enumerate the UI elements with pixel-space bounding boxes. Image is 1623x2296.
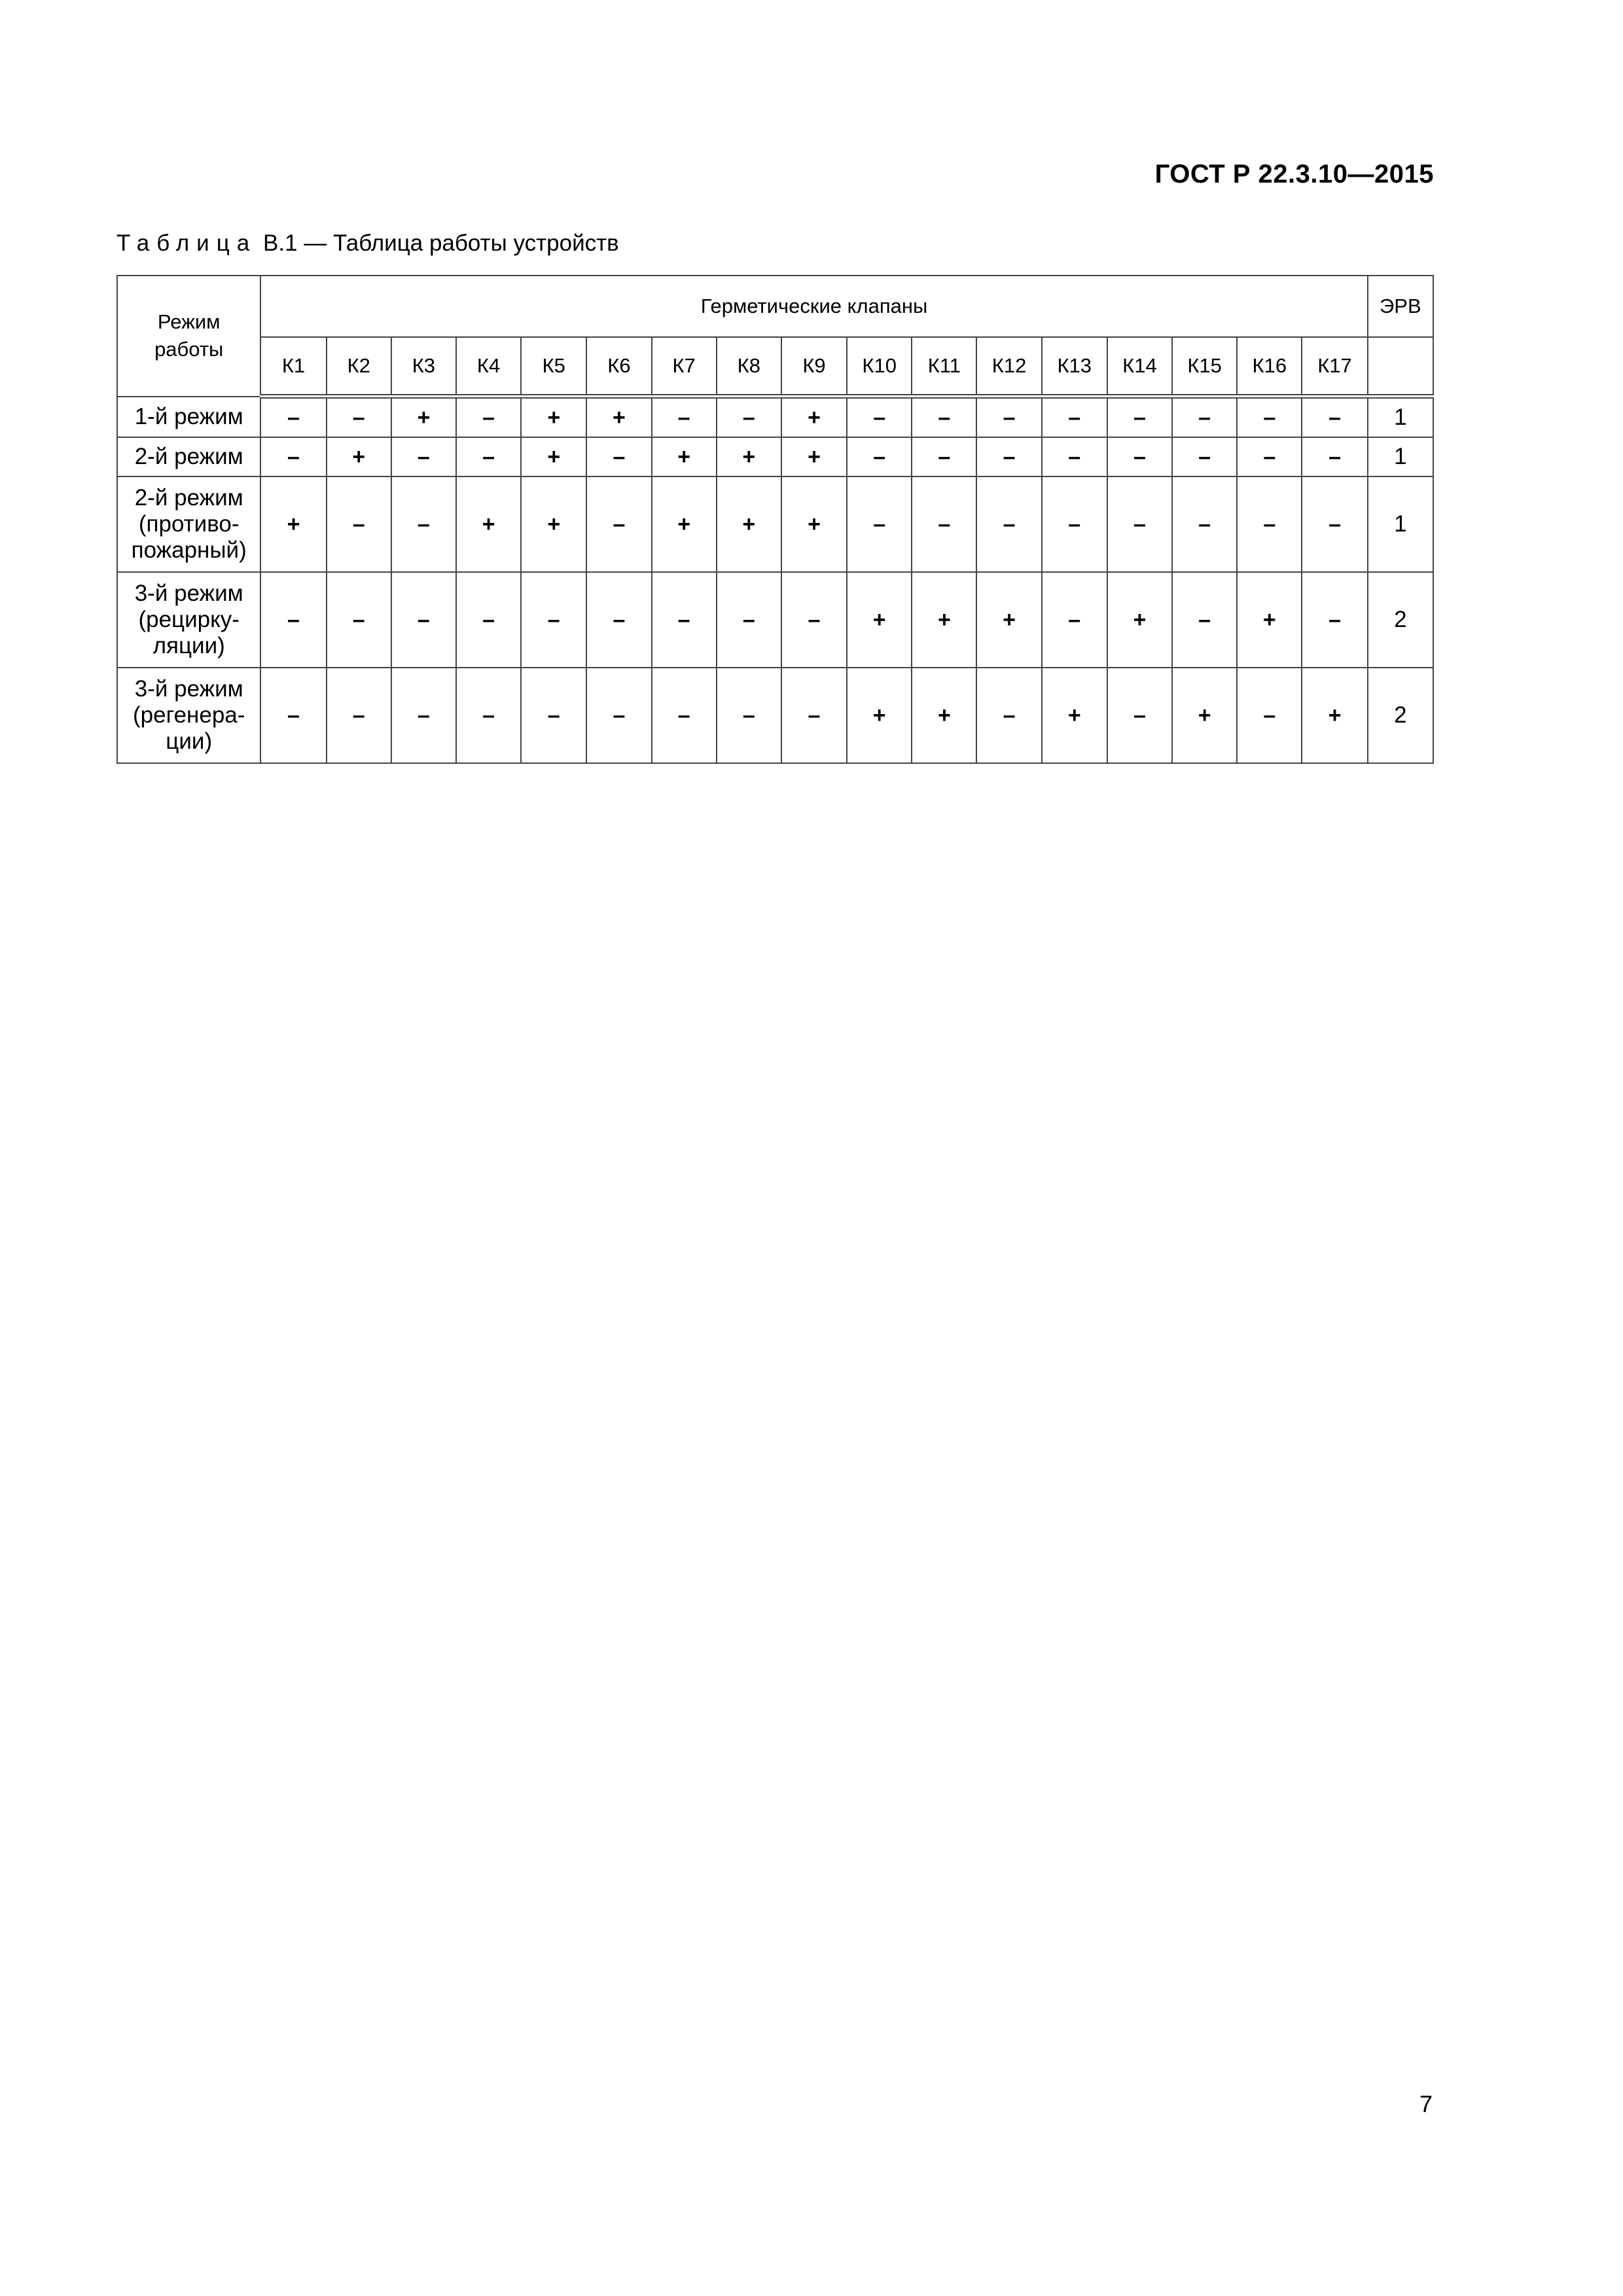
valve-state-cell: +: [1042, 668, 1107, 763]
erv-cell: 1: [1368, 437, 1433, 476]
table-row: [117, 437, 1433, 476]
valve-state-cell: +: [521, 437, 586, 476]
valve-column-header: К7: [652, 337, 717, 397]
caption-label: Таблица: [116, 230, 257, 256]
valve-state-cell: +: [781, 437, 847, 476]
valve-state-cell: –: [391, 572, 456, 668]
valve-state-cell: –: [521, 572, 586, 668]
valves-group-header: Герметические клапаны: [260, 276, 1367, 337]
valve-state-cell: –: [1042, 437, 1107, 476]
valve-state-cell: –: [1302, 476, 1367, 572]
mode-cell: 3-й режим (рецирку- ляции): [117, 572, 260, 668]
caption-title: Таблица работы устройств: [332, 230, 619, 256]
valve-state-cell: –: [1172, 397, 1237, 438]
valve-state-cell: –: [652, 397, 717, 438]
valve-state-cell: –: [456, 668, 521, 763]
valve-state-cell: +: [652, 437, 717, 476]
valve-state-cell: –: [1107, 476, 1172, 572]
valve-state-cell: –: [1172, 572, 1237, 668]
mode-header: Режим работы: [117, 276, 260, 397]
valve-state-cell: –: [1302, 437, 1367, 476]
valve-state-cell: –: [456, 397, 521, 438]
valve-state-cell: –: [781, 572, 847, 668]
erv-cell: 1: [1368, 397, 1433, 438]
table-row: [117, 668, 1433, 763]
valve-column-header: К13: [1042, 337, 1107, 397]
document-code: ГОСТ Р 22.3.10—2015: [1154, 160, 1434, 188]
valve-state-cell: –: [847, 397, 912, 438]
valve-state-cell: –: [912, 476, 976, 572]
valve-state-cell: –: [912, 397, 976, 438]
erv-subheader-empty: [1368, 337, 1433, 397]
valve-state-cell: –: [391, 476, 456, 572]
valve-column-header: К8: [717, 337, 781, 397]
erv-cell: 1: [1368, 476, 1433, 572]
valve-state-cell: –: [586, 437, 651, 476]
mode-cell: 2-й режим: [117, 437, 260, 476]
valve-column-header: К17: [1302, 337, 1367, 397]
valve-state-cell: +: [521, 476, 586, 572]
table-caption: [116, 230, 619, 257]
valve-state-cell: +: [456, 476, 521, 572]
valve-state-cell: –: [1172, 476, 1237, 572]
valve-state-cell: +: [847, 668, 912, 763]
valve-state-cell: –: [586, 572, 651, 668]
valve-state-cell: +: [260, 476, 326, 572]
valve-state-cell: –: [1237, 437, 1302, 476]
valve-state-cell: +: [586, 397, 651, 438]
valve-state-cell: –: [1042, 476, 1107, 572]
valve-state-cell: –: [976, 476, 1041, 572]
valve-state-cell: –: [652, 572, 717, 668]
valve-state-cell: +: [717, 476, 781, 572]
valve-state-cell: +: [1302, 668, 1367, 763]
valve-column-header: К9: [781, 337, 847, 397]
valve-state-cell: –: [1042, 397, 1107, 438]
valve-state-cell: –: [976, 437, 1041, 476]
table-row: [117, 476, 1433, 572]
valve-state-cell: –: [1107, 437, 1172, 476]
table-row: [117, 397, 1433, 438]
valve-state-cell: –: [1302, 572, 1367, 668]
valve-state-cell: –: [1237, 668, 1302, 763]
valve-state-cell: –: [976, 397, 1041, 438]
valve-state-cell: –: [1107, 668, 1172, 763]
mode-cell: 2-й режим (противо- пожарный): [117, 476, 260, 572]
valve-state-cell: +: [912, 668, 976, 763]
table-body: [117, 397, 1433, 764]
mode-cell: 3-й режим (регенера- ции): [117, 668, 260, 763]
valve-column-header: К16: [1237, 337, 1302, 397]
valve-state-cell: –: [912, 437, 976, 476]
valve-state-cell: +: [1172, 668, 1237, 763]
valve-state-cell: –: [586, 476, 651, 572]
devices-operation-table: [116, 275, 1434, 764]
valve-state-cell: –: [327, 572, 391, 668]
valve-column-header: К15: [1172, 337, 1237, 397]
valve-state-cell: –: [260, 397, 326, 438]
valve-column-header: К6: [586, 337, 651, 397]
valve-state-cell: –: [260, 437, 326, 476]
valve-column-header: К1: [260, 337, 326, 397]
valve-column-header: К4: [456, 337, 521, 397]
erv-cell: 2: [1368, 572, 1433, 668]
mode-cell: 1-й режим: [117, 397, 260, 438]
valve-state-cell: –: [456, 437, 521, 476]
valve-column-header: К10: [847, 337, 912, 397]
valve-state-cell: –: [456, 572, 521, 668]
valve-state-cell: –: [976, 668, 1041, 763]
valve-state-cell: +: [717, 437, 781, 476]
caption-number: В.1: [262, 230, 298, 256]
valve-state-cell: +: [521, 397, 586, 438]
valve-state-cell: –: [717, 397, 781, 438]
valve-state-cell: –: [781, 668, 847, 763]
valve-state-cell: +: [327, 437, 391, 476]
valve-state-cell: –: [847, 476, 912, 572]
valve-column-header: К3: [391, 337, 456, 397]
valve-column-header: К14: [1107, 337, 1172, 397]
valve-state-cell: –: [1042, 572, 1107, 668]
valve-column-header: К11: [912, 337, 976, 397]
valve-state-cell: –: [847, 437, 912, 476]
valve-column-header: К5: [521, 337, 586, 397]
valve-state-cell: –: [1107, 397, 1172, 438]
valve-column-header: К2: [327, 337, 391, 397]
valve-state-cell: –: [1172, 437, 1237, 476]
valve-state-cell: +: [1107, 572, 1172, 668]
valve-state-cell: –: [391, 668, 456, 763]
valve-state-cell: +: [976, 572, 1041, 668]
erv-header: ЭРВ: [1368, 276, 1433, 337]
valve-state-cell: –: [327, 668, 391, 763]
valve-state-cell: –: [1237, 476, 1302, 572]
caption-dash: —: [304, 230, 327, 256]
valve-state-cell: –: [586, 668, 651, 763]
valve-state-cell: –: [327, 397, 391, 438]
valve-state-cell: +: [391, 397, 456, 438]
page-number: 7: [1419, 2090, 1433, 2117]
valve-state-cell: –: [1302, 397, 1367, 438]
valve-state-cell: +: [652, 476, 717, 572]
valve-state-cell: –: [1237, 397, 1302, 438]
valve-state-cell: +: [781, 397, 847, 438]
table-row: [117, 572, 1433, 668]
valve-state-cell: –: [260, 668, 326, 763]
valve-columns-row: [117, 337, 1433, 397]
valve-state-cell: –: [327, 476, 391, 572]
valve-state-cell: –: [260, 572, 326, 668]
valve-column-header: К12: [976, 337, 1041, 397]
valve-state-cell: –: [717, 572, 781, 668]
valve-state-cell: –: [717, 668, 781, 763]
valve-state-cell: +: [1237, 572, 1302, 668]
valve-state-cell: +: [912, 572, 976, 668]
valve-state-cell: +: [847, 572, 912, 668]
valve-state-cell: –: [521, 668, 586, 763]
valve-state-cell: –: [391, 437, 456, 476]
valve-state-cell: +: [781, 476, 847, 572]
valve-state-cell: –: [652, 668, 717, 763]
erv-cell: 2: [1368, 668, 1433, 763]
